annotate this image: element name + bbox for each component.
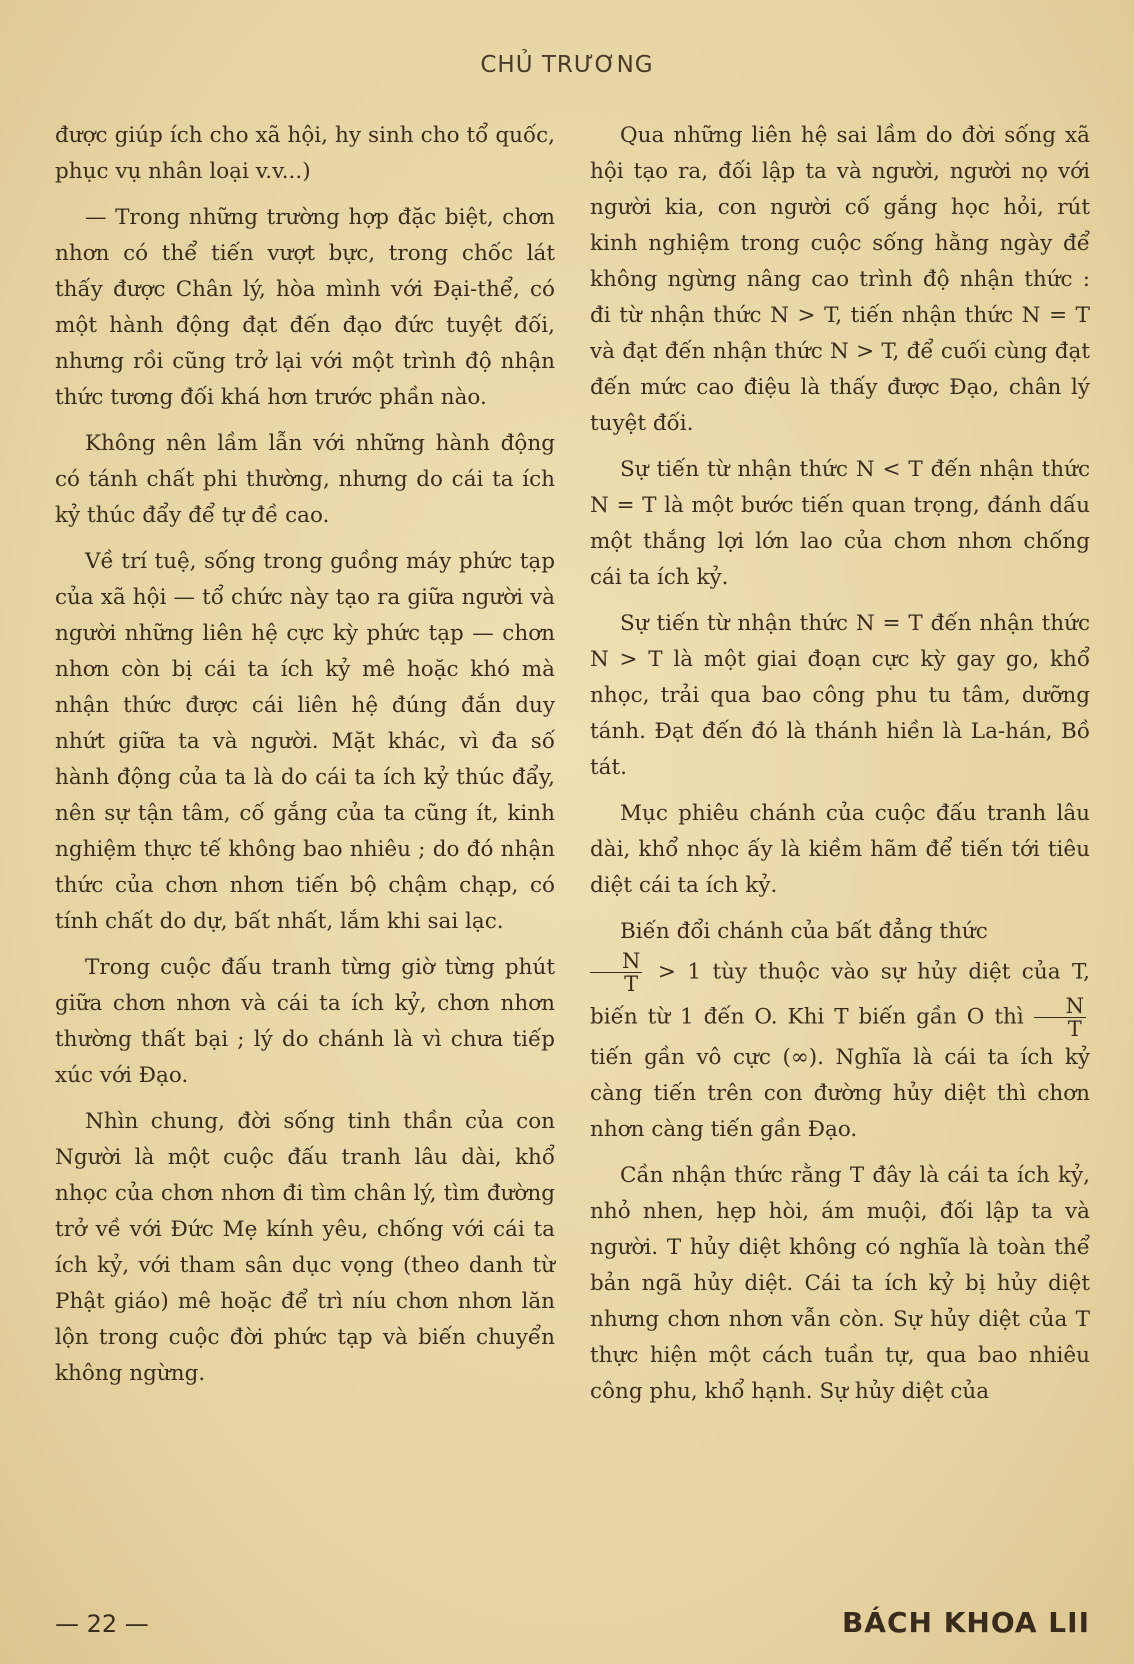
fraction-numerator: N (1034, 995, 1086, 1018)
inequality-text: > 1 tùy thuộc vào sự hủy diệt của T, biến từ 1 đến O. Khi T biến gần O thì (590, 959, 1090, 1030)
paragraph: — Trong những trường hợp đặc biệt, chơn nhơn có thể tiến vượt bực, trong chốc lát thấy được Chân lý, hòa mình với Đại-thể, có một hành động đạt đến đạo đức tuyệt đối, nhưng rồi cũng trở lại với một trình độ nhận thức tương đối khá hơn trước phần nào. (55, 205, 555, 410)
page-number: — 22 — (55, 1610, 149, 1638)
paragraph: Sự tiến từ nhận thức N < T đến nhận thức N = T là một bước tiến quan trọng, đánh dấu một thắng lợi lớn lao của chơn nhơn chống cái ta ích kỷ. (590, 457, 1090, 590)
fraction-n-over-t (1034, 995, 1086, 1040)
paragraph: Mục phiêu chánh của cuộc đấu tranh lâu dài, khổ nhọc ấy là kiềm hãm để tiến tới tiêu diệt cái ta ích kỷ. (590, 801, 1090, 898)
running-head: CHỦ TRƯƠNG (480, 52, 654, 78)
paragraph: Sự tiến từ nhận thức N = T đến nhận thức N > T là một giai đoạn cực kỳ gay go, khổ nhọc, trải qua bao công phu tu tâm, dưỡng tánh. Đạt đến đó là thánh hiền là La-hán, Bồ tát. (590, 611, 1090, 780)
paragraph: được giúp ích cho xã hội, hy sinh cho tổ quốc, phục vụ nhân loại v.v...) (55, 123, 555, 184)
fraction-denominator: T (624, 972, 639, 996)
paragraph: Qua những liên hệ sai lầm do đời sống xã hội tạo ra, đối lập ta và người, người nọ với người kia, con người cố gắng học hỏi, rút kinh nghiệm trong cuộc sống hằng ngày để không ngừng nâng cao trình độ nhận thức : đi từ nhận thức N > T, tiến nhận thức N = T và đạt đến nhận thức N > T, để cuối cùng đạt đến mức cao điệu là thấy được Đạo, chân lý tuyệt đối. (590, 123, 1090, 436)
paragraph: Trong cuộc đấu tranh từng giờ từng phút giữa chơn nhơn và cái ta ích kỷ, chơn nhơn thường thất bại ; lý do chánh là vì chưa tiếp xúc với Đạo. (55, 955, 555, 1088)
inequality-conclusion: tiến gần vô cực (∞). Nghĩa là cái ta ích kỷ càng tiến trên con đường hủy diệt thì chơn nhơn càng tiến gần Đạo. (590, 1045, 1090, 1142)
fraction-numerator: N (590, 950, 642, 973)
paragraph-inequality (590, 914, 1090, 1148)
fraction-n-over-t (590, 950, 642, 995)
paragraph: Về trí tuệ, sống trong guồng máy phức tạp của xã hội — tổ chức này tạo ra giữa người và người những liên hệ cực kỳ phức tạp — chơn nhơn còn bị cái ta ích kỷ mê hoặc khó mà nhận thức được cái liên hệ đúng đắn duy nhứt giữa ta và người. Mặt khác, vì đa số hành động của ta là do cái ta ích kỷ thúc đẩy, nên sự tận tâm, cố gắng của ta cũng ít, kinh nghiệm thực tế không bao nhiêu ; do đó nhận thức của chơn nhơn tiến bộ chậm chạp, có tính chất do dự, bất nhất, lắm khi sai lạc. (55, 549, 555, 934)
paragraph: Không nên lầm lẫn với những hành động có tánh chất phi thường, nhưng do cái ta ích kỷ thúc đẩy để tự đề cao. (55, 431, 555, 528)
inequality-intro: Biến đổi chánh của bất đẳng thức (620, 919, 988, 944)
paragraph: Nhìn chung, đời sống tinh thần của con Người là một cuộc đấu tranh lâu dài, khổ nhọc của chơn nhơn đi tìm chân lý, tìm đường trở về với Đức Mẹ kính yêu, chống với cái ta ích kỷ, với tham sân dục vọng (theo danh từ Phật giáo) mê hoặc để trì níu chơn nhơn lăn lộn trong cuộc đời phức tạp và biến chuyển không ngừng. (55, 1109, 555, 1386)
fraction-denominator: T (1067, 1017, 1082, 1041)
right-column (590, 118, 1090, 1420)
paragraph: Cần nhận thức rằng T đây là cái ta ích kỷ, nhỏ nhen, hẹp hòi, ám muội, đối lập ta và người. T hủy diệt không có nghĩa là toàn thể bản ngã hủy diệt. Cái ta ích kỷ bị hủy diệt nhưng chơn nhơn vẫn còn. Sự hủy diệt của T thực hiện một cách tuần tự, qua bao nhiêu công phu, khổ hạnh. Sự hủy diệt của (590, 1163, 1090, 1404)
magazine-name: BÁCH KHOA LII (841, 1606, 1090, 1639)
left-column (55, 118, 555, 1402)
